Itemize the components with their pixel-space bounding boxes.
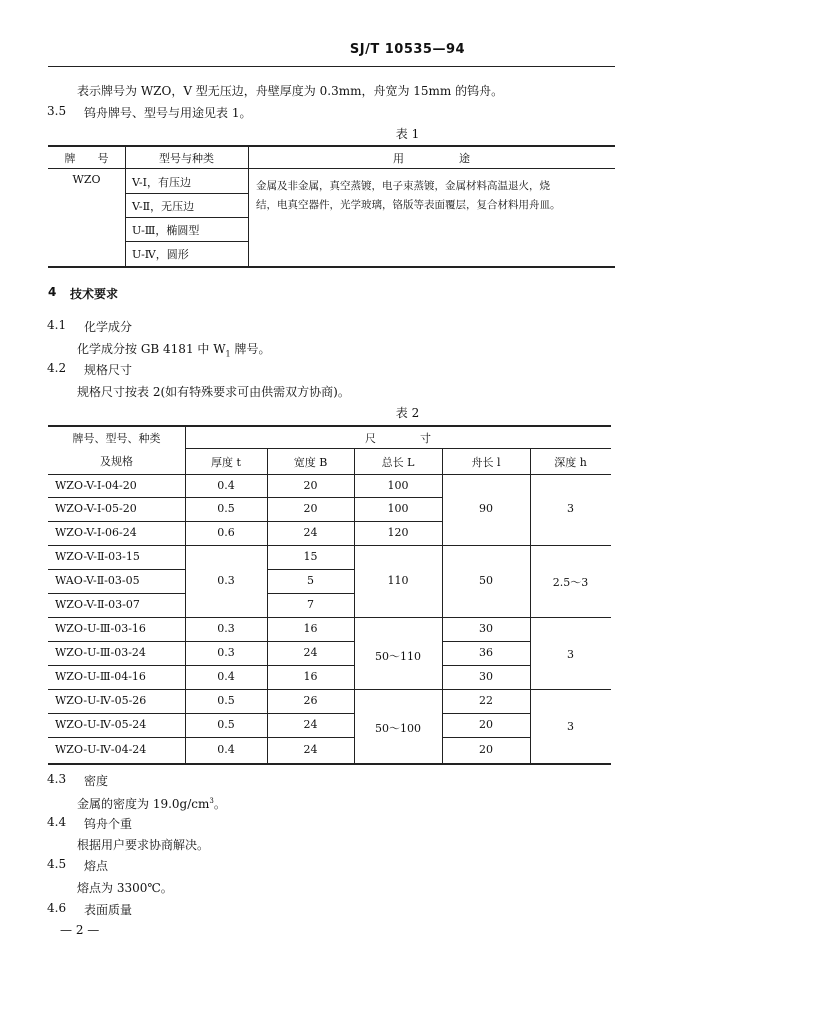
table-2-spec: WZO-V-Ⅰ-05-20 bbox=[55, 502, 137, 515]
section-4-2-title: 规格尺寸 bbox=[84, 363, 133, 377]
table-2-spec: WZO-U-Ⅲ-04-16 bbox=[55, 670, 146, 683]
table-2-spec: WZO-U-Ⅳ-05-24 bbox=[55, 718, 147, 731]
table-2-width: 7 bbox=[307, 598, 314, 611]
table-2-boat-length: 22 bbox=[479, 694, 493, 707]
table-2-col-thickness: 厚度 t bbox=[211, 456, 241, 469]
table-2-width: 20 bbox=[303, 502, 318, 515]
table-2-thickness: 0.3 bbox=[217, 622, 235, 635]
table-1-header-usage: 用 途 bbox=[393, 152, 470, 165]
table-1-usage-line: 金属及非金属，真空蒸镀，电子束蒸镀，金属材料高温退火，烧 bbox=[256, 180, 550, 192]
standard-code-header: SJ/T 10535—94 bbox=[349, 42, 466, 57]
table-2-spec: WZO-V-Ⅰ-06-24 bbox=[55, 526, 137, 539]
table-2-thickness: 0.5 bbox=[217, 718, 235, 731]
table-2-spec: WZO-U-Ⅳ-04-24 bbox=[55, 743, 147, 756]
section-4-4-number: 4.4 bbox=[47, 815, 67, 829]
table-2-boat-length: 36 bbox=[479, 646, 493, 659]
table-2-depth: 3 bbox=[567, 720, 574, 733]
table-2-boat-length: 20 bbox=[479, 718, 493, 731]
table-2-boat-length: 30 bbox=[479, 670, 493, 683]
table-2-boat-length: 30 bbox=[479, 622, 493, 635]
table-2-width: 16 bbox=[303, 670, 318, 683]
table-2-caption: 表 2 bbox=[395, 406, 420, 420]
page-number: — 2 — bbox=[60, 923, 100, 937]
section-4-3-title: 密度 bbox=[84, 774, 109, 788]
table-2-total-length: 100 bbox=[387, 502, 409, 515]
table-2-depth: 3 bbox=[567, 648, 574, 661]
table-1-usage-line: 结，电真空器件，光学玻璃，铬版等表面覆层，复合材料用舟皿。 bbox=[256, 199, 561, 211]
intro-paragraph: 表示牌号为 WZO，V 型无压边，舟壁厚度为 0.3mm，舟宽为 15mm 的钨舟。 bbox=[77, 84, 504, 98]
table-2-col-depth: 深度 h bbox=[554, 456, 587, 469]
table-2-thickness: 0.4 bbox=[217, 670, 235, 683]
table-1-header-type: 型号与种类 bbox=[159, 152, 214, 165]
table-2-spec: WZO-U-Ⅳ-05-26 bbox=[55, 694, 147, 707]
table-2-width: 16 bbox=[303, 622, 318, 635]
section-4-1-body: 化学成分按 GB 4181 中 $W_1$ 牌号。 bbox=[77, 342, 271, 359]
section-4-5-body: 熔点为 3300℃。 bbox=[77, 881, 173, 895]
table-2-thickness: 0.5 bbox=[217, 694, 235, 707]
table-2-total-length: 50～110 bbox=[375, 650, 421, 663]
section-4-5-title: 熔点 bbox=[84, 859, 109, 873]
table-2-col-total-length: 总长 L bbox=[381, 456, 415, 469]
section-3-5-number: 3.5 bbox=[47, 104, 67, 118]
table-2-spec: WZO-U-Ⅲ-03-16 bbox=[55, 622, 146, 635]
table-2-col-boat-length: 舟长 l bbox=[471, 456, 501, 469]
section-4-1-number: 4.1 bbox=[47, 318, 67, 332]
table-2-thickness: 0.5 bbox=[217, 502, 235, 515]
section-4-3-number: 4.3 bbox=[47, 772, 67, 786]
table-2-depth: 2.5～3 bbox=[552, 576, 589, 589]
section-4-title: 技术要求 bbox=[70, 287, 119, 301]
section-4-5-number: 4.5 bbox=[47, 857, 67, 871]
table-2-thickness: 0.4 bbox=[217, 479, 235, 492]
table-2-width: 24 bbox=[303, 646, 318, 659]
table-2-spec: WZO-V-Ⅱ-03-15 bbox=[55, 550, 140, 563]
table-1-grade: WZO bbox=[72, 173, 101, 186]
table-2-total-length: 110 bbox=[387, 574, 409, 587]
table-1-type: V-Ⅱ，无压边 bbox=[132, 200, 195, 213]
section-3-5-text: 钨舟牌号、型号与用途见表 1。 bbox=[84, 106, 252, 120]
table-1-type: U-Ⅲ，椭圆型 bbox=[132, 224, 200, 237]
table-1-caption: 表 1 bbox=[395, 127, 420, 141]
table-2-spec: WZO-V-Ⅱ-03-07 bbox=[55, 598, 140, 611]
section-4-4-title: 钨舟个重 bbox=[84, 817, 133, 831]
table-2-width: 24 bbox=[303, 718, 318, 731]
table-1-type: V-Ⅰ，有压边 bbox=[132, 176, 191, 189]
header-rule bbox=[48, 66, 615, 67]
table-2-spec: WAO-V-Ⅱ-03-05 bbox=[55, 574, 140, 587]
section-4-6-title: 表面质量 bbox=[84, 903, 133, 917]
table-2-thickness: 0.3 bbox=[217, 646, 235, 659]
table-2-width: 26 bbox=[303, 694, 318, 707]
table-2-stub-header: 及规格 bbox=[100, 455, 133, 468]
table-2-width: 15 bbox=[303, 550, 318, 563]
table-2-total-length: 100 bbox=[387, 479, 409, 492]
table-2-dimension-header: 尺 寸 bbox=[365, 432, 431, 445]
section-4-1-title: 化学成分 bbox=[84, 320, 133, 334]
table-2-depth: 3 bbox=[567, 502, 574, 515]
table-2-boat-length: 90 bbox=[479, 502, 493, 515]
table-1-type: U-Ⅳ，圆形 bbox=[132, 248, 189, 261]
table-2-thickness: 0.3 bbox=[217, 574, 235, 587]
table-2-width: 24 bbox=[303, 743, 318, 756]
table-2-spec: WZO-U-Ⅲ-03-24 bbox=[55, 646, 146, 659]
table-2-boat-length: 50 bbox=[479, 574, 493, 587]
table-2-width: 24 bbox=[303, 526, 318, 539]
table-2-thickness: 0.6 bbox=[217, 526, 235, 539]
table-2-width: 5 bbox=[307, 574, 314, 587]
table-2-total-length: 120 bbox=[387, 526, 409, 539]
table-2-total-length: 50～100 bbox=[375, 722, 421, 735]
table-2-stub-header: 牌号、型号、种类 bbox=[72, 432, 161, 445]
table-2-spec: WZO-V-Ⅰ-04-20 bbox=[55, 479, 137, 492]
table-2-boat-length: 20 bbox=[479, 743, 493, 756]
section-4-2-number: 4.2 bbox=[47, 361, 67, 375]
table-2-col-width: 宽度 B bbox=[293, 456, 328, 469]
table-2-width: 20 bbox=[303, 479, 318, 492]
section-4-2-body: 规格尺寸按表 2(如有特殊要求可由供需双方协商)。 bbox=[77, 385, 350, 399]
section-4-number: 4 bbox=[48, 285, 57, 299]
section-4-4-body: 根据用户要求协商解决。 bbox=[77, 838, 210, 852]
table-2-thickness: 0.4 bbox=[217, 743, 235, 756]
section-4-3-body: 金属的密度为 $19.0g/cm^3$。 bbox=[77, 797, 226, 811]
section-4-6-number: 4.6 bbox=[47, 901, 67, 915]
table-1-header-grade: 牌 号 bbox=[64, 152, 109, 165]
